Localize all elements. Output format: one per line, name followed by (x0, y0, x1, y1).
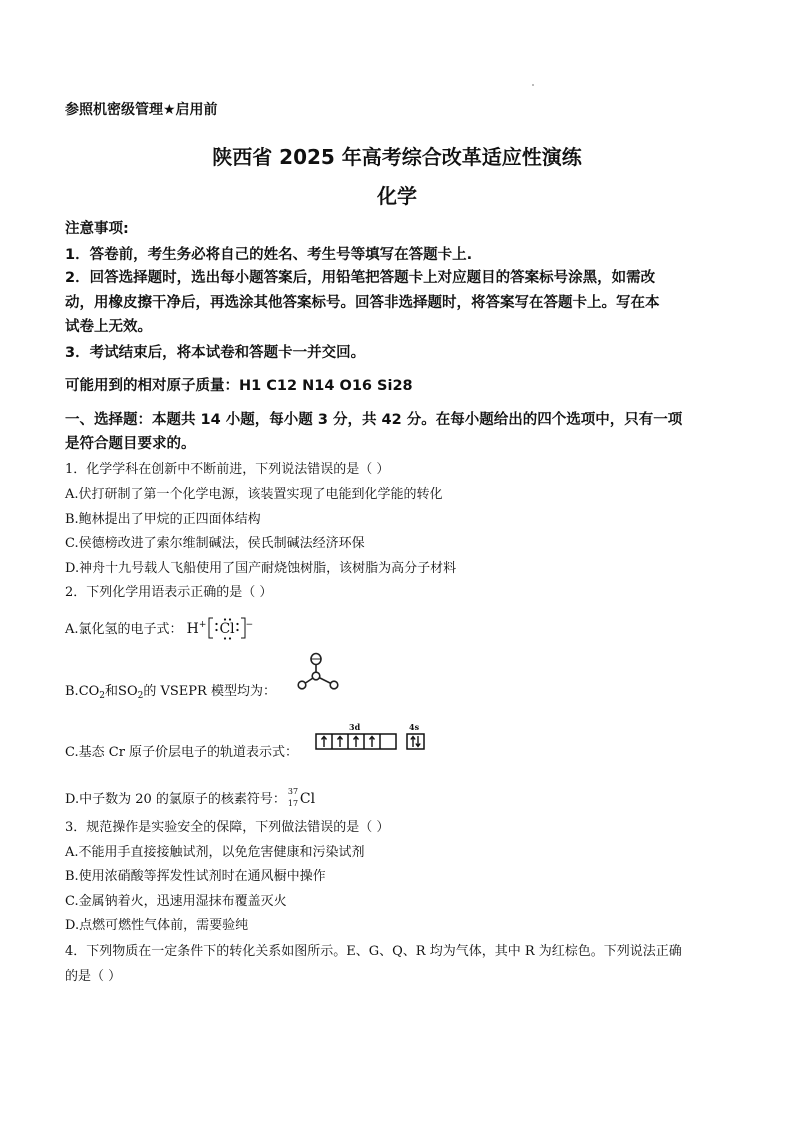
atomic-mass-line: 可能用到的相对原子质量：H1 C12 N14 O16 Si28 (65, 378, 413, 394)
co2-subscript: 2 (99, 691, 106, 701)
q1-option-d: D.神舟十九号载人飞船使用了国产耐烧蚀树脂，该树脂为高分子材料 (65, 561, 457, 576)
subject-title: 化学 (377, 184, 417, 208)
and-text: 和 (105, 684, 119, 699)
co2-formula (79, 684, 105, 699)
q2-stem: 2．下列化学用语表示正确的是（ ） (65, 585, 273, 600)
q3-option-c: C.金属钠着火，迅速用湿抹布覆盖灭火 (65, 894, 287, 909)
section-1-heading-line-1: 一、选择题：本题共 14 小题，每小题 3 分，共 42 分。在每小题给出的四个选项中，只有一项 (65, 412, 683, 428)
so-text: SO (118, 684, 138, 699)
nuclide-element: Cl (299, 791, 316, 807)
mass-number: 37 (287, 787, 299, 796)
q1-option-a: A.伏打研制了第一个化学电源，该装置实现了电能到化学能的转化 (65, 487, 443, 502)
q3-option-a: A.不能用手直接接触试剂，以免危害健康和污染试剂 (65, 845, 365, 860)
q2-option-d (65, 788, 315, 809)
confidential-label: 参照机密级管理★启用前 (65, 102, 218, 118)
plus-charge: + (198, 620, 207, 630)
q3-option-b: B.使用浓硝酸等挥发性试剂时在通风橱中操作 (65, 869, 326, 884)
notice-item-2-line-2: 动，用橡皮擦干净后，再选涂其他答案标号。回答非选择题时，将答案写在答题卡上。写在本 (65, 295, 660, 311)
exam-title: 陕西省 2025 年高考综合改革适应性演练 (212, 145, 582, 169)
notice-item-2-line-1: 2．回答选择题时，选出每小题答案后，用铅笔把答题卡上对应题目的答案标号涂黑，如需改 (65, 270, 656, 286)
q3-stem: 3．规范操作是实验安全的保障，下列做法错误的是（ ） (65, 820, 390, 835)
q1-stem: 1．化学学科在创新中不断前进，下列说法错误的是（ ） (65, 462, 390, 477)
cr-orbital-diagram-icon (315, 733, 427, 751)
chlorine-symbol: Cl (219, 621, 235, 637)
q3-option-d: D.点燃可燃性气体前，需要验纯 (65, 918, 249, 933)
section-1-heading-line-2: 是符合题目要求的。 (65, 436, 196, 452)
q2-option-c-label: C.基态 Cr 原子价层电子的轨道表示式： (65, 745, 299, 760)
q2-option-b (65, 680, 276, 701)
q4-stem-line-1: 4．下列物质在一定条件下的转化关系如图所示。E、G、Q、R 均为气体，其中 R 为红棕色。下列说法正确 (65, 944, 682, 959)
so2-formula (118, 684, 143, 699)
q4-stem-line-2: 的是（ ） (65, 969, 122, 984)
q2-option-b-suffix: 的 VSEPR 模型均为： (143, 684, 276, 699)
q1-option-c: C.侯德榜改进了索尔维制碱法，侯氏制碱法经济环保 (65, 536, 365, 551)
scan-speck (532, 84, 534, 86)
hydrogen-symbol: H (186, 621, 199, 637)
hcl-electron-formula (187, 621, 254, 637)
minus-charge: − (245, 620, 254, 630)
notice-heading: 注意事项: (65, 221, 129, 237)
q2-option-a-label: A.氯化氢的电子式： (65, 622, 183, 637)
notice-item-1: 1．答卷前，考生务必将自己的姓名、考生号等填写在答题卡上. (65, 247, 473, 263)
notice-item-3: 3．考试结束后，将本试卷和答题卡一并交回。 (65, 345, 366, 361)
chlorine-nuclide-symbol (286, 789, 300, 809)
orbital-4s-label: 4s (409, 722, 420, 732)
co-text: CO (78, 684, 100, 699)
vsepr-bent-model-icon (296, 652, 344, 694)
q2-option-b-prefix: B. (65, 684, 79, 699)
so2-subscript: 2 (137, 691, 144, 701)
q2-option-a (65, 617, 253, 639)
notice-item-2-line-3: 试卷上无效。 (65, 319, 152, 335)
lone-pair-dots-bottom-icon (219, 636, 237, 641)
orbital-3d-label: 3d (349, 722, 361, 732)
q1-option-b: B.鲍林提出了甲烷的正四面体结构 (65, 512, 261, 527)
lone-pair-dots-top-icon (219, 617, 237, 622)
q2-option-d-label: D.中子数为 20 的氯原子的核素符号： (65, 792, 286, 807)
atomic-number: 17 (287, 799, 299, 808)
